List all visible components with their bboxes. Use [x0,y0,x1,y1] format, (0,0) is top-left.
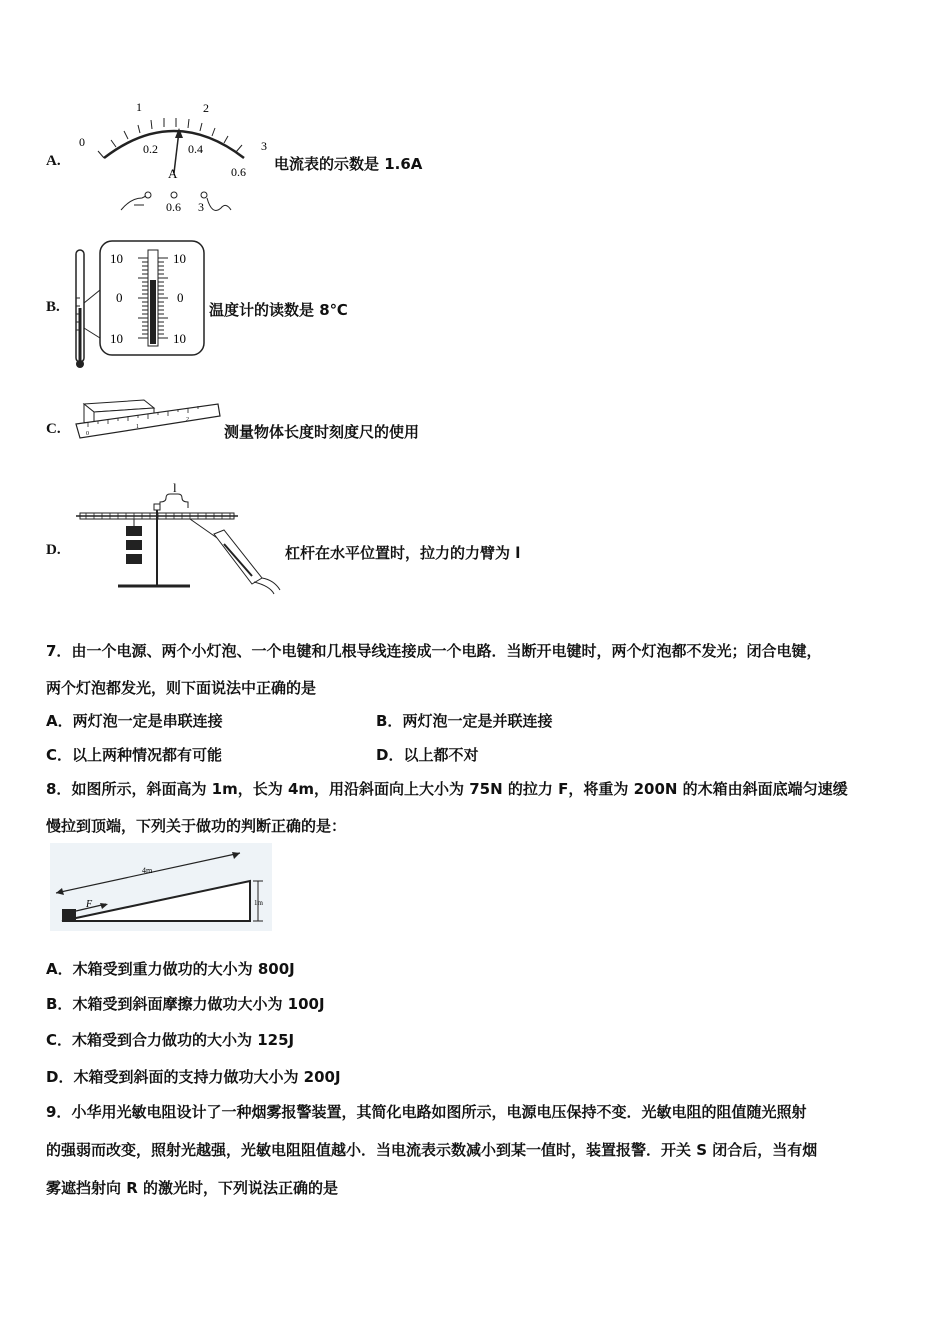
svg-text:1: 1 [136,424,139,430]
q7-option-b-text: 两灯泡一定是并联连接 [402,712,553,730]
thermo-label-left-bottom: 10 [110,331,123,346]
thermometer-figure [70,238,210,374]
q8-option-a [46,958,295,979]
q7-option-c-text: 以上两种情况都有可能 [72,746,223,764]
q8-option-a-text: 木箱受到重力做功的大小为 800J [72,960,295,978]
scale-top-1: 1 [136,100,142,114]
q7-stem-line1: 由一个电源、两个小灯泡、一个电键和几根导线连接成一个电路．当断开电键时，两个灯泡都不发光；闭合电键， [71,642,822,660]
q8-number: 8． [46,780,72,798]
option-d-label: D. [46,542,61,558]
ammeter-figure [76,98,272,218]
scale-top-3: 3 [261,139,267,153]
terminal-3: 3 [198,200,204,214]
thermo-label-left-top: 10 [110,251,123,266]
q7-option-a [46,710,223,731]
terminal-0.6: 0.6 [166,200,181,214]
force-label: F [86,899,93,910]
scale-top-2: 2 [203,101,209,115]
lever-figure [74,478,284,598]
q7-number: 7． [46,642,72,660]
wooden-box [62,909,76,921]
q9-line1 [46,1101,806,1122]
option-b-label: B. [46,299,60,315]
q9-number: 9． [46,1103,72,1121]
svg-text:2: 2 [186,417,189,423]
option-c-text: 测量物体长度时刻度尺的使用 [224,423,420,441]
option-a-text: 电流表的示数是 1.6A [274,155,423,173]
q8-option-c-text: 木箱受到合力做功的大小为 125J [72,1031,295,1049]
incline-figure [50,843,272,931]
q7-option-c-label: C． [46,746,73,764]
q8-option-c-label: C． [46,1031,73,1049]
scale-bottom-0.4: 0.4 [188,142,203,156]
q8-option-b-label: B． [46,995,73,1013]
q7-option-b [376,710,552,731]
q7-stem-line2: 两个灯泡都发光，则下面说法中正确的是 [46,679,317,697]
q7-option-a-label: A． [46,712,73,730]
lever-arm-label: l [173,480,177,495]
q7-line1 [46,640,821,661]
incline-length-label: 4m [142,866,153,875]
ammeter-scale-arc [104,131,244,158]
q7-option-a-text: 两灯泡一定是串联连接 [72,712,223,730]
option-b-text: 温度计的读数是 8℃ [209,301,348,319]
q8-stem-line1: 如图所示，斜面高为 1m，长为 4m，用沿斜面向上大小为 75N 的拉力 F，将重为 200N 的木箱由斜面底端匀速缓 [71,780,848,798]
q8-stem-line2: 慢拉到顶端，下列关于做功的判断正确的是： [46,817,347,835]
option-a-label: A. [46,153,61,169]
q8-option-a-label: A． [46,960,73,978]
q8-option-c [46,1029,294,1050]
q8-line1 [46,778,848,799]
q9-stem-line1: 小华用光敏电阻设计了一种烟雾报警装置，其简化电路如图所示，电源电压保持不变．光敏电阻的阻值随光照射 [71,1103,807,1121]
q9-stem-line2: 的强弱而改变，照射光越强，光敏电阻阻值越小．当电流表示数减小到某一值时，装置报警．开关 S 闭合后，当有烟 [46,1141,818,1159]
svg-text:0: 0 [86,431,89,437]
option-d-text: 杠杆在水平位置时，拉力的力臂为 l [285,544,521,562]
q7-option-d-label: D． [376,746,404,764]
incline-height-label: 1m [254,899,263,907]
thermo-label-right-top: 10 [173,251,186,266]
ammeter-unit: A [168,166,178,181]
q7-option-d-text: 以上都不对 [403,746,479,764]
q8-option-d-text: 木箱受到斜面的支持力做功大小为 200J [73,1068,341,1086]
q7-option-d [376,744,478,765]
q8-option-b-text: 木箱受到斜面摩擦力做功大小为 100J [72,995,325,1013]
q8-option-d-label: D． [46,1068,74,1086]
q7-option-c [46,744,222,765]
q8-option-d [46,1066,341,1087]
scale-top-0: 0 [79,135,85,149]
thermo-label-right-bottom: 10 [173,331,186,346]
ruler-figure [74,394,222,444]
q7-option-b-label: B． [376,712,403,730]
q9-stem-line3: 雾遮挡射向 R 的激光时，下列说法正确的是 [46,1179,338,1197]
thermo-label-left-mid: 0 [116,290,123,305]
thermo-label-right-mid: 0 [177,290,184,305]
scale-bottom-0.2: 0.2 [143,142,158,156]
q8-option-b [46,993,325,1014]
scale-bottom-0.6: 0.6 [231,165,246,179]
option-c-label: C. [46,421,61,437]
